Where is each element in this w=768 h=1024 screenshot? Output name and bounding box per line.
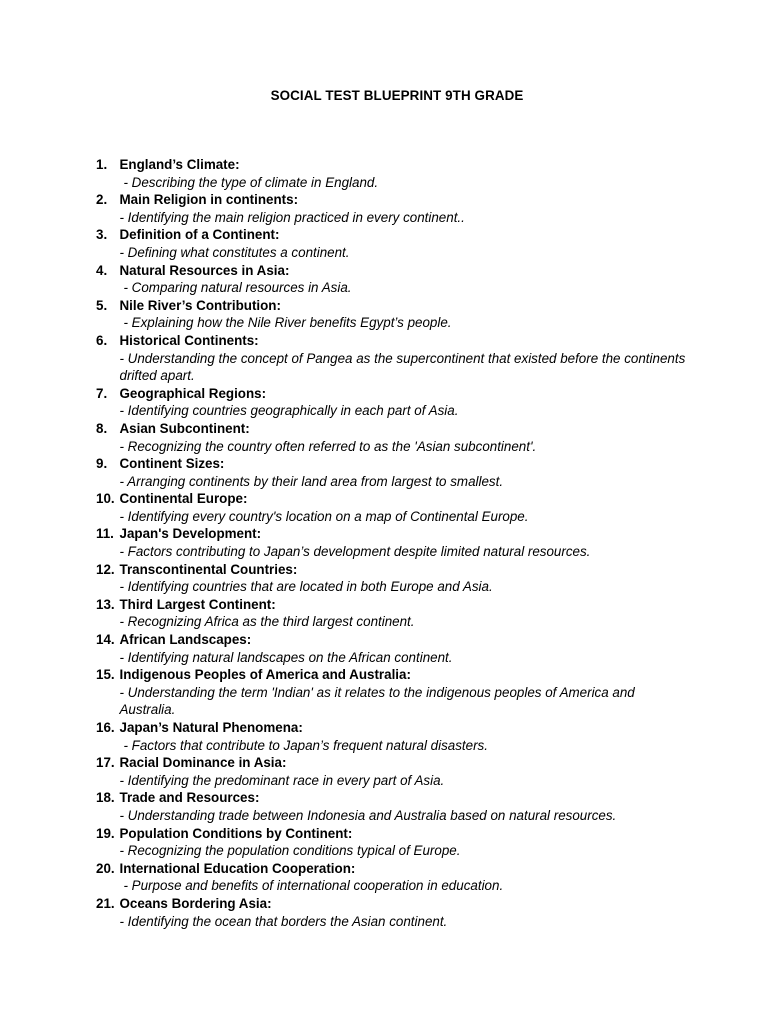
topic-item <box>96 666 686 719</box>
topic-number: 7. <box>96 385 108 401</box>
topic-item <box>96 525 686 560</box>
topic-item <box>96 191 686 226</box>
topic-heading: Definition of a Continent: <box>119 227 280 243</box>
topic-item <box>96 561 686 596</box>
topic-number: 18. <box>96 790 115 806</box>
topic-item <box>96 385 686 420</box>
topic-number: 20. <box>96 860 115 876</box>
topic-item <box>96 754 686 789</box>
topic-item <box>96 490 686 525</box>
topic-item <box>96 596 686 631</box>
topic-item <box>96 332 686 385</box>
topic-item <box>96 895 686 930</box>
topic-description: - Explaining how the Nile River benefits Egypt’s people. <box>123 315 452 331</box>
topic-description: - Identifying the ocean that borders the Asian continent. <box>119 913 448 929</box>
topic-number: 15. <box>96 667 115 683</box>
topic-item <box>96 719 686 754</box>
topic-number: 17. <box>96 755 115 771</box>
topic-heading: Asian Subcontinent: <box>119 420 250 436</box>
topic-number: 21. <box>96 895 115 911</box>
topic-heading: Third Largest Continent: <box>119 596 276 612</box>
topic-heading: Nile River’s Contribution: <box>119 297 281 313</box>
topic-heading: Japan’s Natural Phenomena: <box>119 720 303 735</box>
topic-description: - Identifying every country's location on a map of Continental Europe. <box>119 508 529 524</box>
topic-description: - Identifying countries that are located in both Europe and Asia. <box>119 579 493 595</box>
topic-item <box>96 825 686 860</box>
topic-number: 16. <box>96 720 115 735</box>
topic-description: - Identifying the predominant race in every part of Asia. <box>119 772 445 788</box>
topic-heading: Main Religion in continents: <box>119 192 299 208</box>
topic-description: - Recognizing Africa as the third largest continent. <box>119 614 415 630</box>
topic-description: - Describing the type of climate in England. <box>123 174 379 190</box>
topic-heading: International Education Cooperation: <box>119 860 356 876</box>
topic-number: 3. <box>96 227 108 243</box>
topic-heading: Geographical Regions: <box>119 385 267 401</box>
document-title: SOCIAL TEST BLUEPRINT 9TH GRADE <box>270 88 524 103</box>
topic-item <box>96 420 686 455</box>
topic-item <box>96 156 686 191</box>
topic-item <box>96 297 686 332</box>
topic-item <box>96 455 686 490</box>
topic-heading: Japan's Development: <box>119 526 262 542</box>
topic-item <box>96 262 686 297</box>
topic-number: 14. <box>96 632 115 648</box>
topic-heading: African Landscapes: <box>119 632 252 648</box>
topic-number: 1. <box>96 157 108 172</box>
topic-description: - Understanding the term 'Indian' as it relates to the indigenous peoples of America and Australia. <box>119 684 635 718</box>
topic-description: - Factors contributing to Japan’s development despite limited natural resources. <box>119 544 591 560</box>
topic-number: 2. <box>96 192 108 208</box>
topic-heading: Racial Dominance in Asia: <box>119 755 287 771</box>
topic-description: - Comparing natural resources in Asia. <box>123 280 352 296</box>
topic-description: - Identifying countries geographically in each part of Asia. <box>119 403 459 419</box>
topic-number: 13. <box>96 596 115 612</box>
topic-number: 5. <box>96 297 108 313</box>
topic-heading: Continental Europe: <box>119 491 248 507</box>
topic-description: - Understanding trade between Indonesia and Australia based on natural resources. <box>119 807 617 823</box>
topic-description: - Identifying the main religion practiced in every continent.. <box>119 209 465 225</box>
topic-number: 9. <box>96 456 108 472</box>
topic-heading: Indigenous Peoples of America and Australia: <box>119 667 411 683</box>
topic-number: 8. <box>96 420 108 436</box>
topic-description: - Identifying natural landscapes on the African continent. <box>119 649 453 665</box>
topic-number: 10. <box>96 491 115 507</box>
topic-description: - Defining what constitutes a continent. <box>119 244 350 260</box>
topic-number: 6. <box>96 332 108 348</box>
topic-heading: England’s Climate: <box>119 157 240 172</box>
topic-number: 4. <box>96 262 108 278</box>
topic-number: 12. <box>96 561 115 577</box>
topic-heading: Natural Resources in Asia: <box>119 262 290 278</box>
topic-heading: Continent Sizes: <box>119 456 225 472</box>
topic-item <box>96 226 686 261</box>
topic-number: 11. <box>96 526 114 542</box>
topic-heading: Population Conditions by Continent: <box>119 825 353 841</box>
topic-item <box>96 631 686 666</box>
topic-description: - Arranging continents by their land area from largest to smallest. <box>119 473 504 489</box>
topic-description: - Recognizing the country often referred to as the 'Asian subcontinent'. <box>119 438 537 454</box>
topic-item <box>96 860 686 895</box>
topic-heading: Transcontinental Countries: <box>119 561 298 577</box>
topic-heading: Oceans Bordering Asia: <box>119 895 272 911</box>
topic-heading: Trade and Resources: <box>119 790 260 806</box>
topic-description: - Purpose and benefits of international cooperation in education. <box>123 878 504 894</box>
topic-number: 19. <box>96 825 115 841</box>
topic-heading: Historical Continents: <box>119 332 259 348</box>
topic-description: - Recognizing the population conditions typical of Europe. <box>119 843 461 859</box>
topic-description: - Factors that contribute to Japan’s frequent natural disasters. <box>123 737 488 753</box>
topic-item <box>96 789 686 824</box>
topic-description: - Understanding the concept of Pangea as the supercontinent that existed before the continents drifted apart. <box>119 350 686 384</box>
blueprint-topic-list <box>96 156 686 930</box>
